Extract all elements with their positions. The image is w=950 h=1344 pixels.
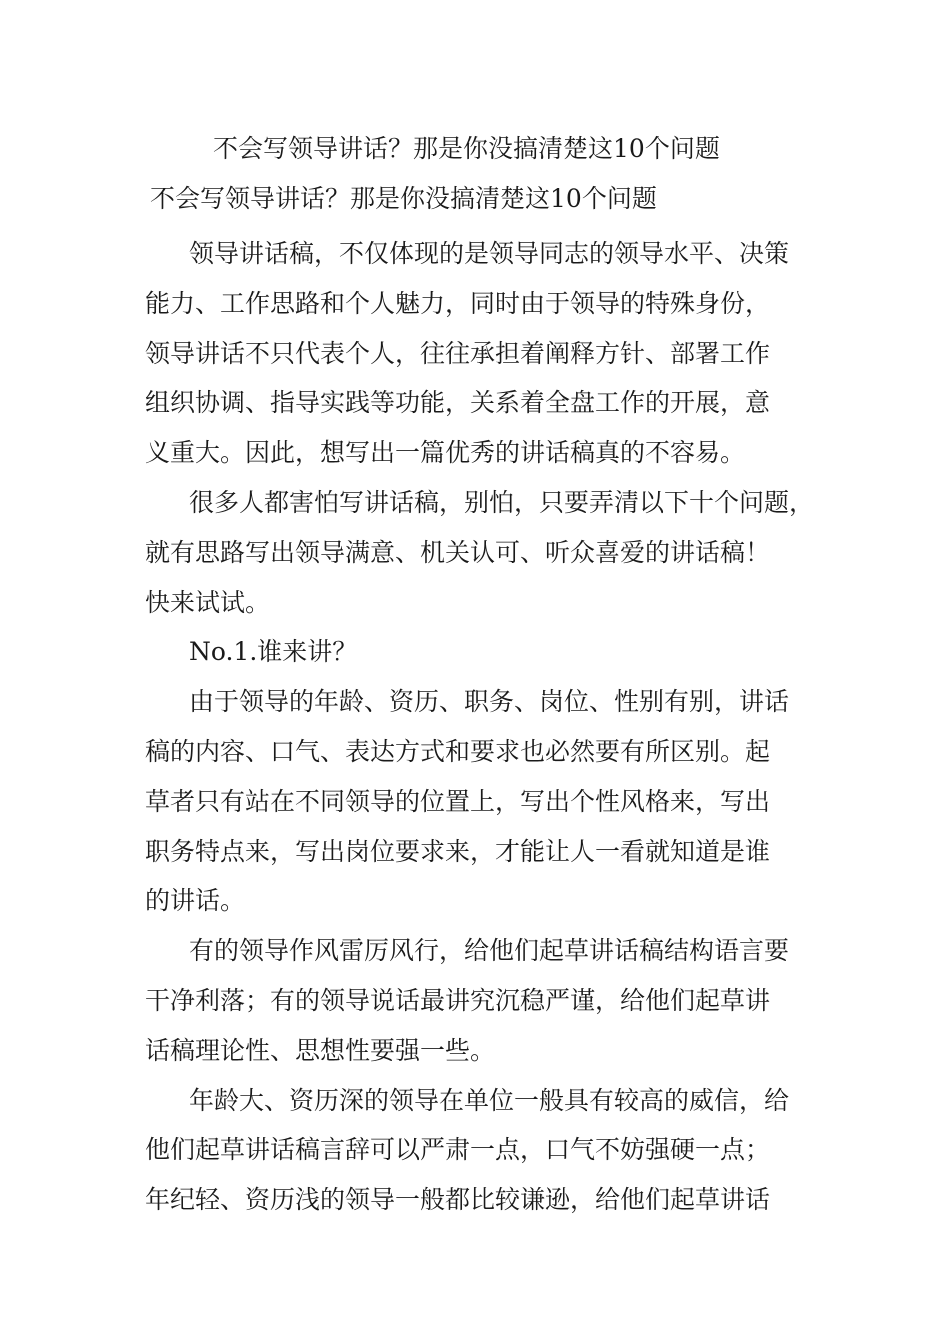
text-line: 干净利落；有的领导说话最讲究沉稳严谨，给他们起草讲 bbox=[145, 985, 771, 1015]
document-title: 不会写领导讲话？那是你没搞清楚这10个问题 bbox=[213, 134, 720, 163]
text-line: 很多人都害怕写讲话稿，别怕，只要弄清以下十个问题， bbox=[189, 487, 815, 517]
paragraph-style bbox=[145, 926, 835, 1075]
text-line: 就有思路写出领导满意、机关认可、听众喜爱的讲话稿！ bbox=[145, 537, 771, 567]
text-line: 由于领导的年龄、资历、职务、岗位、性别有别，讲话 bbox=[189, 687, 790, 717]
text-line: 稿的内容、口气、表达方式和要求也必然要有所区别。起 bbox=[145, 736, 771, 766]
text-line: 草者只有站在不同领导的位置上，写出个性风格来，写出 bbox=[145, 786, 771, 816]
text-line: 他们起草讲话稿言辞可以严肃一点，口气不妨强硬一点； bbox=[145, 1135, 771, 1165]
paragraph-who-speaks bbox=[145, 677, 835, 926]
document-subtitle: 不会写领导讲话？那是你没搞清楚这10个问题 bbox=[150, 184, 657, 213]
text-line: 话稿理论性、思想性要强一些。 bbox=[145, 1035, 496, 1065]
paragraph-intro bbox=[145, 229, 835, 478]
paragraph-age bbox=[145, 1076, 835, 1225]
section-heading-no1 bbox=[145, 627, 835, 677]
document-body bbox=[145, 229, 835, 1225]
paragraph-encourage bbox=[145, 478, 835, 627]
text-line: 快来试试。 bbox=[145, 587, 271, 617]
text-line: 领导讲话稿，不仅体现的是领导同志的领导水平、决策 bbox=[189, 239, 790, 268]
text-line: 组织协调、指导实践等功能，关系着全盘工作的开展，意 bbox=[145, 388, 771, 418]
text-line: 年纪轻、资历浅的领导一般都比较谦逊，给他们起草讲话 bbox=[145, 1185, 771, 1215]
text-line: 的讲话。 bbox=[145, 886, 246, 916]
text-line: 职务特点来，写出岗位要求来，才能让人一看就知道是谁 bbox=[145, 836, 771, 866]
text-line: 能力、工作思路和个人魅力，同时由于领导的特殊身份， bbox=[145, 288, 771, 318]
text-line: 义重大。因此，想写出一篇优秀的讲话稿真的不容易。 bbox=[145, 438, 746, 468]
text-line: 领导讲话不只代表个人，往往承担着阐释方针、部署工作 bbox=[145, 338, 771, 368]
text-line: 有的领导作风雷厉风行，给他们起草讲话稿结构语言要 bbox=[189, 936, 790, 966]
text-line: No.1.谁来讲？ bbox=[189, 637, 358, 667]
text-line: 年龄大、资历深的领导在单位一般具有较高的威信，给 bbox=[189, 1085, 790, 1115]
